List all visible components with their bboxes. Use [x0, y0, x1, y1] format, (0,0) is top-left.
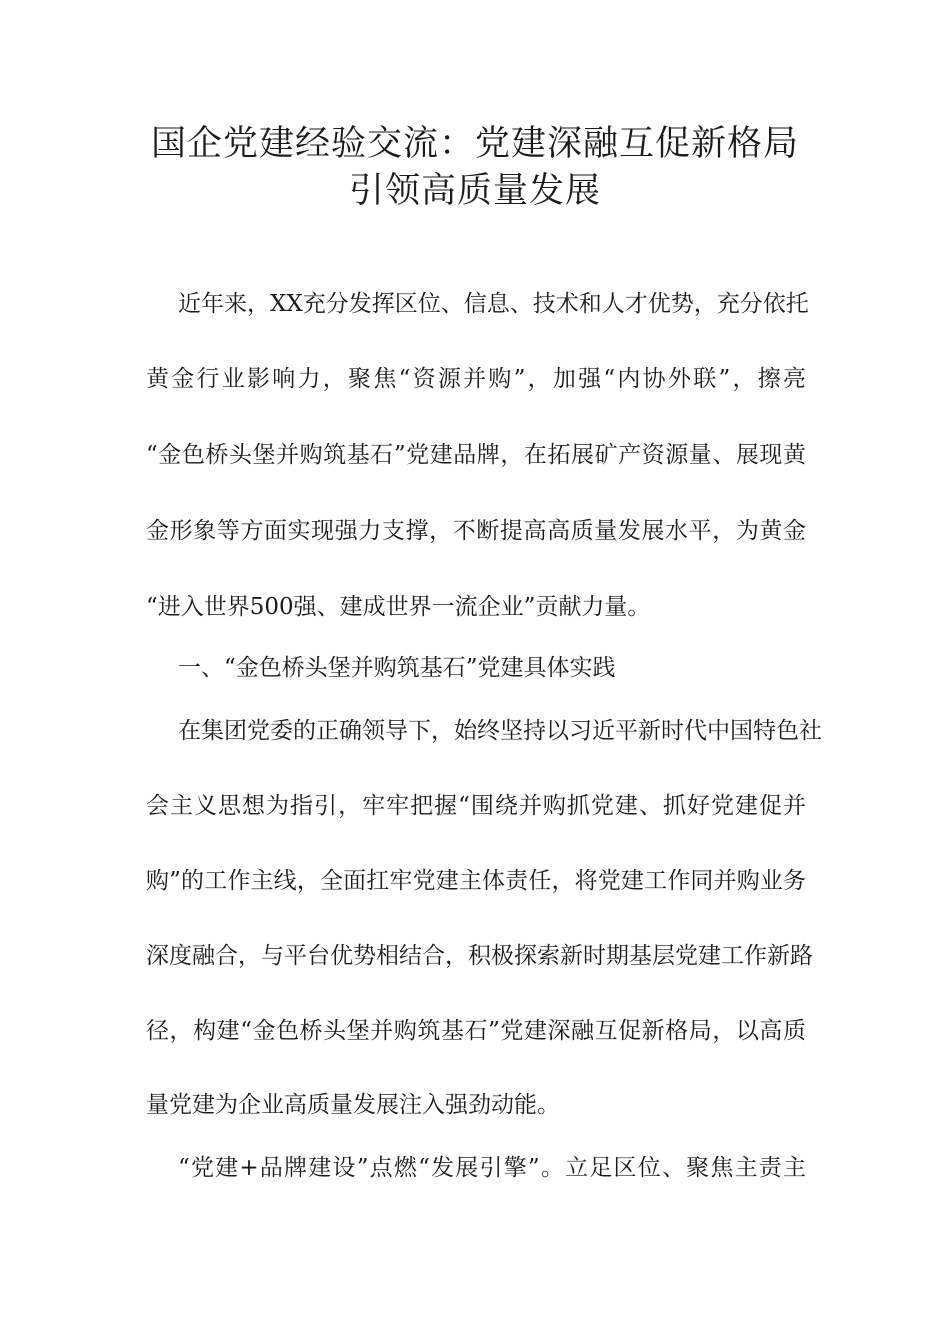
text-line: 会主义思想为指引，牢牢把握“围绕并购抓党建、抓好党建促并 — [146, 793, 806, 819]
document-title-line-2: 引领高质量发展 — [348, 171, 601, 211]
text-line: 径，构建“金色桥头堡并购筑基石”党建深融互促新格局，以高质 — [146, 1018, 806, 1044]
text-line: 近年来，XX充分发挥区位、信息、技术和人才优势，充分依托 — [178, 291, 809, 317]
text-line: 购”的工作主线，全面扛牢党建主体责任，将党建工作同并购业务 — [146, 868, 806, 894]
document-title-line-1: 国企党建经验交流：党建深融互促新格局 — [150, 124, 799, 164]
text-line: 在集团党委的正确领导下，始终坚持以习近平新时代中国特色社 — [178, 718, 822, 744]
text-line: 黄金行业影响力，聚焦“资源并购”，加强“内协外联”，擦亮 — [146, 366, 806, 392]
text-line: 深度融合，与平台优势相结合，积极探索新时期基层党建工作新路 — [146, 943, 813, 969]
text-line: 金形象等方面实现强力支撑，不断提高高质量发展水平，为黄金 — [146, 518, 806, 544]
section-heading: 一、“金色桥头堡并购筑基石”党建具体实践 — [178, 655, 616, 681]
text-line: “党建+品牌建设”点燃“发展引擎”。立足区位、聚焦主责主 — [178, 1155, 806, 1181]
text-line: “金色桥头堡并购筑基石”党建品牌，在拓展矿产资源量、展现黄 — [146, 442, 806, 468]
text-line: 量党建为企业高质量发展注入强劲动能。 — [146, 1092, 560, 1118]
text-line: “进入世界500强、建成世界一流企业”贡献力量。 — [146, 594, 651, 620]
